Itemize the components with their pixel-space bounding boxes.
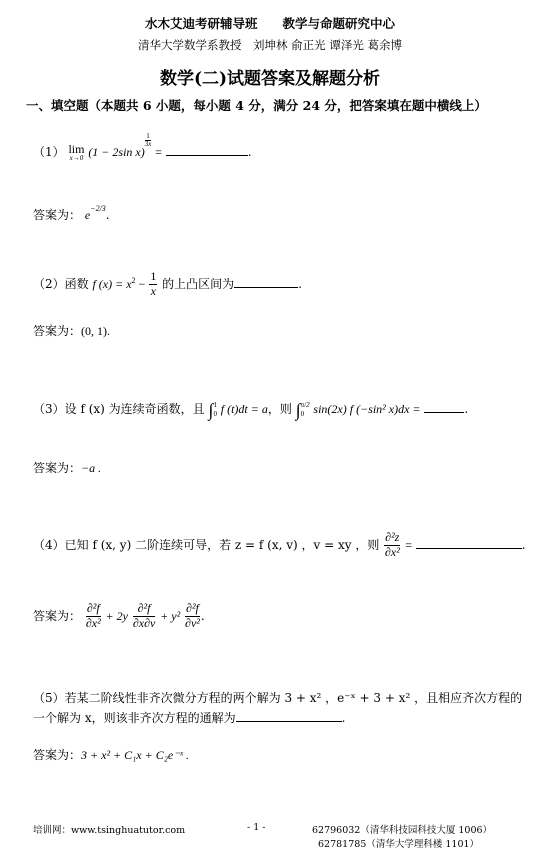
equals-sign: = <box>155 145 162 159</box>
answer-value: 3 + x² + C₁x + C₂e⁻ˣ . <box>81 748 189 762</box>
limit-expression: (1 − 2sin x) <box>88 145 145 159</box>
question-3: （3）设 f (x) 为连续奇函数，且 ∫ 1 0 f (t)dt = a，则 ∫ π/2 0 sin(2x) f (−sin² x)dx = . <box>33 400 469 420</box>
answer-exponent: −2/3 <box>90 204 106 213</box>
exponent-numerator: 1 <box>146 132 150 140</box>
question-5-line-2: 一个解为 x，则该非齐次方程的通解为 . <box>33 711 346 725</box>
integral-expression: sin(2x) f (−sin² x)dx = <box>313 402 421 416</box>
answer-label: 答案为： <box>33 324 82 338</box>
header-line-2: 清华大学数学系教授 刘坤林 俞正光 谭泽光 葛余博 <box>138 38 402 52</box>
answer-label: 答案为： <box>33 608 82 623</box>
answer-blank <box>236 709 342 722</box>
question-2: （2）函数 f $(x) = x^2$ − $\frac{1}{x}$ 的上凸区间为 . <box>33 269 302 298</box>
page-number: - 1 - <box>247 822 266 833</box>
integral-expression: f (t)dt = a <box>220 402 268 416</box>
question-number: （3） <box>33 402 65 416</box>
partial-derivative: $\frac{\text{∂²z}}{\text{∂x²}}$ <box>384 530 400 559</box>
answer-value: (0, 1). <box>81 324 111 338</box>
answer-3 <box>33 459 101 476</box>
footer-phone-1: 62796032（清华科技园科技大厦 1006） <box>312 825 493 836</box>
answer-blank <box>424 400 464 413</box>
fraction-one-over-x: $\frac{1}{x}$ <box>150 269 157 298</box>
answer-blank <box>416 536 522 549</box>
question-number: （4） <box>33 537 65 552</box>
answer-base: e <box>84 208 91 222</box>
question-number: （5） <box>33 691 65 705</box>
integral-sign: ∫ <box>208 400 214 420</box>
exponent-denominator: 3x <box>144 140 152 148</box>
footer-phone-2: 62781785（清华大学理科楼 1101） <box>318 839 480 850</box>
function-definition: f (x) = x <box>92 276 132 291</box>
limit-operator: lim <box>68 142 85 156</box>
question-number: （2） <box>33 276 65 291</box>
answer-label: 答案为： <box>33 461 82 475</box>
answer-1: 答案为： $e^{-2/3}$. <box>33 204 110 222</box>
answer-blank <box>166 143 248 156</box>
question-5: （5）若某二阶线性非齐次微分方程的两个解为 3 + x² ，e⁻ˣ + 3 + x² ，且相应齐次方程的 <box>33 691 523 705</box>
answer-4: 答案为： $\frac{\text{∂²f}}{\text{∂x²}}$ + 2y $\frac{\text{∂²f}}{\partial x\partial v}$ + y² $\frac{\text{∂²f}}{\text{∂v²}}$ . <box>33 601 205 630</box>
answer-value: −a . <box>81 461 102 475</box>
footer-website: 培训网：www.tsinghuatutor.com <box>33 825 186 836</box>
answer-label: 答案为： <box>33 748 82 762</box>
answer-2 <box>33 322 110 339</box>
question-1 <box>33 133 252 162</box>
header-line-1: 水木艾迪考研辅导班 教学与命题研究中心 <box>144 16 395 31</box>
integral-sign: ∫ <box>295 400 301 420</box>
question-number: （1） <box>33 145 65 159</box>
answer-5 <box>33 746 189 763</box>
period: . <box>247 145 252 159</box>
document-title: 数学(二)试题答案及解题分析 <box>159 69 381 89</box>
section-heading: 一、填空题（本题共 6 小题，每小题 4 分，满分 24 分，把答案填在题中横线上） <box>26 98 487 113</box>
limit-subscript: x→0 <box>69 154 84 162</box>
question-4: （4）已知 f (x, y) 二阶连续可导，若 z = f (x, v) ，v = xy ，则 $\frac{\text{∂²z}}{\text{∂x²}}$ = . <box>33 530 526 559</box>
answer-blank <box>234 275 298 288</box>
answer-label: 答案为： <box>33 208 82 222</box>
